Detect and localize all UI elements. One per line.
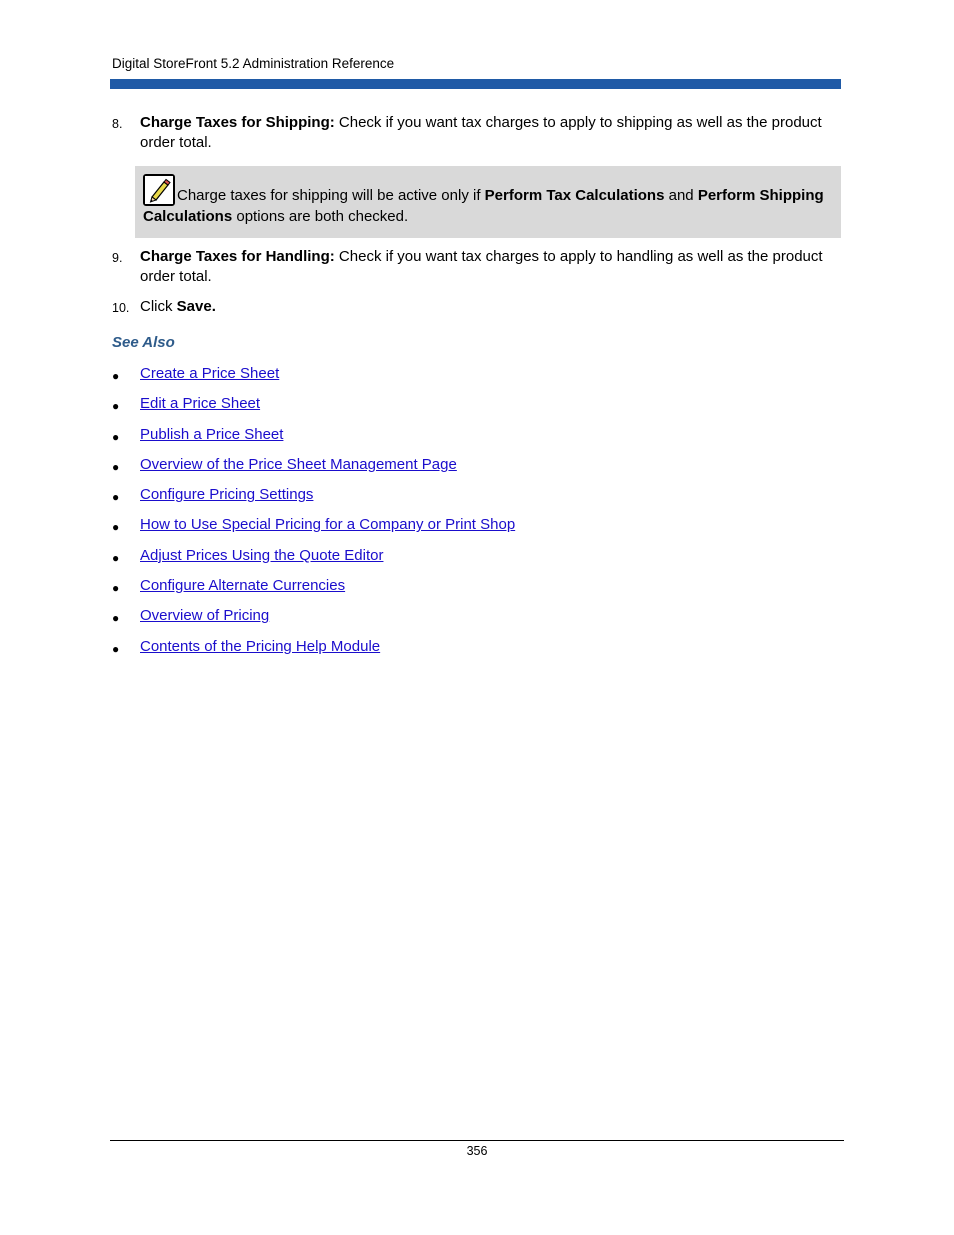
link-publish-price-sheet[interactable]: Publish a Price Sheet [140, 425, 284, 443]
link-overview-of-pricing[interactable]: Overview of Pricing [140, 607, 270, 625]
header-accent-bar [110, 79, 841, 89]
step-body [140, 247, 842, 287]
step-text: Check if you want tax charges to apply to handling as well as the product order total. [140, 248, 823, 285]
note-text: Charge taxes for shipping will be active only if [177, 187, 485, 204]
step-title: Charge Taxes for Handling: [140, 248, 335, 265]
bullet-icon: ● [112, 641, 120, 656]
bullet-icon: ● [112, 429, 120, 444]
step-number: 10. [112, 301, 130, 315]
step-text: Click [140, 298, 177, 315]
step-body [140, 297, 842, 317]
step-8 [112, 113, 842, 153]
page-number: 356 [466, 1144, 488, 1158]
page-header-title: Digital StoreFront 5.2 Administration Reference [112, 56, 395, 71]
step-body [140, 113, 842, 153]
link-price-sheet-management-overview[interactable]: Overview of the Price Sheet Management Page [140, 455, 457, 473]
link-pricing-help-contents[interactable]: Contents of the Pricing Help Module [140, 637, 381, 655]
step-number: 8. [112, 117, 123, 131]
bullet-icon: ● [112, 399, 120, 414]
step-10 [112, 297, 842, 317]
bullet-icon: ● [112, 459, 120, 474]
link-edit-price-sheet[interactable]: Edit a Price Sheet [140, 395, 261, 413]
step-number: 9. [112, 251, 123, 265]
link-configure-pricing-settings[interactable]: Configure Pricing Settings [140, 486, 314, 504]
bullet-icon: ● [112, 550, 120, 565]
link-quote-editor[interactable]: Adjust Prices Using the Quote Editor [140, 546, 384, 564]
footer-divider [110, 1140, 844, 1141]
see-also-heading: See Also [112, 334, 175, 351]
note-box [135, 166, 841, 238]
bullet-icon: ● [112, 520, 120, 535]
link-alternate-currencies[interactable]: Configure Alternate Currencies [140, 577, 346, 595]
note-bold-tax: Perform Tax Calculations [484, 187, 665, 204]
bullet-icon: ● [112, 581, 120, 596]
note-text-and: and [664, 187, 698, 204]
note-bold-shipping: Perform Shipping Calculations [143, 187, 824, 225]
link-create-price-sheet[interactable]: Create a Price Sheet [140, 365, 280, 382]
step-9 [112, 247, 842, 287]
pencil-note-icon [143, 174, 175, 206]
bullet-icon: ● [112, 611, 120, 626]
bullet-icon: ● [112, 369, 120, 383]
step-title: Save. [176, 298, 216, 315]
link-special-pricing[interactable]: How to Use Special Pricing for a Company or Print Shop [140, 516, 516, 534]
step-text: Check if you want tax charges to apply to shipping as well as the product order total. [140, 114, 822, 151]
step-title: Charge Taxes for Shipping: [140, 114, 335, 131]
note-text-end: options are both checked. [232, 208, 409, 225]
bullet-icon: ● [112, 490, 120, 505]
